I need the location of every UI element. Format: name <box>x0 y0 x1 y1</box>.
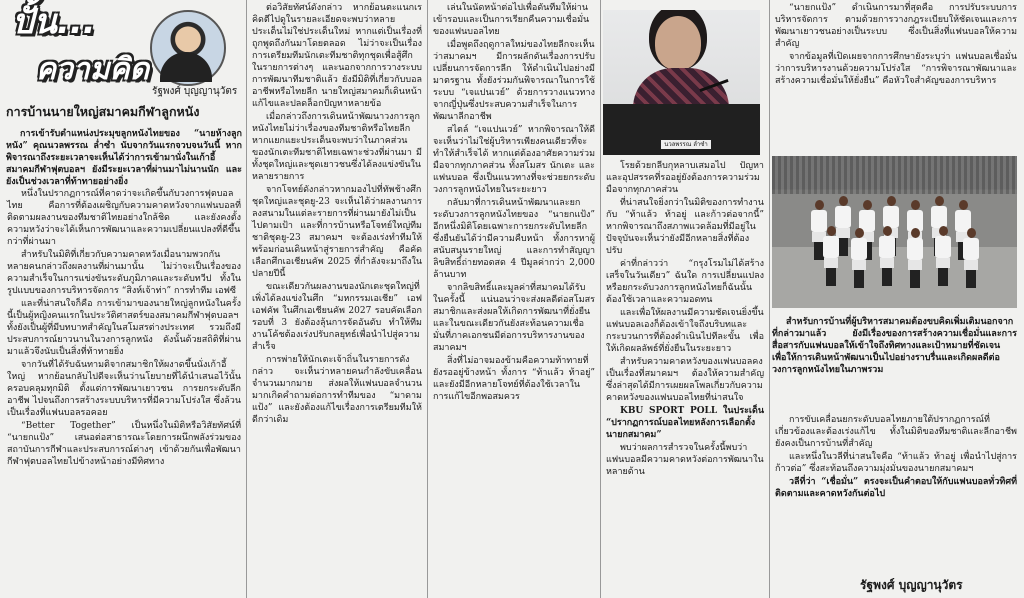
player-figure <box>934 226 952 286</box>
team-photo <box>772 156 1017 308</box>
col1-paragraph: สำหรับในมิติที่เกี่ยวกับความคาดหวังเมื่อนามพวกกันหลายคนกล่าวถึงผลงานที่ผ่านมานั้น ไม่ว่าจะเป็นเรื่องของความสำเร็จในการแข่งขันระดับภูมิภาคและระดับทวีป ทั้งในรูปแบบของการบริหารจัดการ “สิงห์เจ้าท่า” การทำทีม เอฟซี <box>7 250 241 296</box>
column-divider <box>600 0 601 598</box>
article-byline: รัฐพงศ์ บุญญานุวัตร <box>860 578 963 592</box>
player-figure <box>822 226 840 286</box>
column-3 <box>430 0 598 598</box>
column-divider <box>769 0 770 598</box>
masthead-author: รัฐพงศ์ บุญญานุวัตร <box>152 86 238 97</box>
col3-paragraph: เล่นในนัดหน้าต่อไปเพื่อดันทีมให้ผ่านเข้ารอบและเป็นการเรียกคืนความเชื่อมั่นของแฟนบอลไทย <box>433 3 590 37</box>
col5-paragraph: จากข้อมูลที่เปิดเผยจากการศึกษายังระบุว่า แฟนบอลเชื่อมั่นว่าการบริหารงานด้วยความโปร่งใส “การพิจารณาพัฒนาและสร้างความเชื่อมั่นให้ยั่งยืน” คือหัวใจสำคัญของการบริหาร <box>775 52 1017 86</box>
player-figure <box>878 226 896 286</box>
col1-paragraph: “Better Together” เป็นหนึ่งในมิติหรือวิสัยทัศน์ที่ “นายกแป้ง” เสนอต่อสาธารณะโดยการผนึกพลังร่วมของสถาบันการกีฬาและประสบการณ์ต่างๆ เข้าด้วยกันเพื่อพัฒนากีฬาฟุตบอลไทยไปข้างหน้าอย่างมีทิศทาง <box>7 421 241 467</box>
photo-caption <box>772 316 1017 376</box>
column-4 <box>603 0 767 598</box>
col5-paragraph: “นายกแป้ง” ดำเนินการมาที่สุดคือ การปรับระบบการบริหารจัดการ ตามด้วยการวางกฎระเบียบให้ชัดเจนและการพัฒนาเยาวชนอย่างเป็นระบบ ซึ่งเป็นสิ่งที่แฟนบอลให้ความสำคัญ <box>775 3 1017 49</box>
col1-paragraph: หนึ่งในปรากฏการณ์ที่คาดว่าจะเกิดขึ้นกับวงการฟุตบอลไทย คือการที่ต้องเผชิญกับความคาดหวังจากแฟนบอลที่ติดตามผลงานของทีมชาติไทยอย่างใกล้ชิด และยังคงตั้งความหวังว่าจะได้เห็นการพัฒนาและความเปลี่ยนแปลงที่ดีขึ้นกว่าที่ผ่านมา <box>7 189 241 247</box>
col5b-closing: วลีที่ว่า “เชื่อมั่น” ตรงจะเป็นคำตอบให้กับแฟนบอลทั่วทิศที่ติดตามและคาดหวังกันต่อไป <box>775 477 1017 499</box>
article-headline: การบ้านนายใหญ่สมาคมกีฬาลูกหนัง <box>6 104 200 119</box>
column-5-bottom <box>772 412 1020 572</box>
col3-paragraph: จากลิขสิทธิ์และมูลค่าที่สมาคมได้รับในครั้งนี้ แน่นอนว่าจะส่งผลดีต่อสโมสรสมาชิกและส่งผลให้เกิดการพัฒนาที่ยั่งยืน และในขณะเดียวกันยังสะท้อนความเชื่อมั่นที่ภาคเอกชนมีต่อการบริหารงานของสมาคมฯ <box>433 283 595 353</box>
stadium-stand <box>772 156 1017 194</box>
col4-paragraph: ค่าที่กล่าวว่า “กรุงโรมไม่ได้สร้างเสร็จในวันเดียว” ฉันใด การเปลี่ยนแปลงหรือยกระดับวงการลูกหนังไทยก็ฉันนั้น ต้องใช้เวลาและความอดทน <box>606 259 764 305</box>
col5b-paragraph: การขับเคลื่อนยกระดับบอลไทยภายใต้ปรากฏการณ์ที่เกี่ยวข้องและต้องเร่งแก้ไข ทั้งในมิติของทีมชาติและลีกอาชีพ ยังคงเป็นการบ้านที่สำคัญ <box>775 415 1017 449</box>
col3-paragraph: สิ่งที่ไม่อาจมองข้ามคือความท้าทายที่ยังรออยู่ข้างหน้า ทั้งการ “ท้าแล้ว ท้าอยู่” และยังมีอีกหลายโจทย์ที่ต้องใช้เวลาในการแก้ไขอีกพอสมควร <box>433 356 595 402</box>
col2-paragraph: การพ่ายให้นักเตะเจ้าถิ่นในรายการดังกล่าว จะเห็นว่าหลายคนกำลังขับเคลื่อนจำนวนมากมาย ส่งผลให้แฟนบอลจำนวนมากเกิดคำถามต่อการทำทีมของ “มาดามแป้ง” และยังต้องแก้ไขเรื่องการเตรียมทีมให้ดีกว่าเดิม <box>252 355 422 425</box>
col1-paragraph: จากวันที่ได้รับฉันทามติจากสมาชิกให้ผงาดขึ้นนั่งเก้าอี้ใหญ่ หากย้อนกลับไปดีจะเห็นว่านโยบายที่ได้นำเสนอไว้นั้นครอบคลุมทุกมิติ ตั้งแต่การพัฒนาเยาวชน การยกระดับลีกอาชีพ ไปจนถึงการสร้างระบบบริหารที่มีความโปร่งใส ซึ่งล้วนเป็นเรื่องที่แฟนบอลรอคอย <box>7 360 241 418</box>
lead-paragraph: การเข้ารับตำแหน่งประมุขลูกหนังไทยของ “นายห้างลูกหนัง” คุณนวลพรรณ ล่ำซำ นับจากวันแรกจวบจนวันนี้ หากพิจารณาถึงระยะเวลาจะเห็นได้ว่าการเข้ามานั่งในเก้าอี้สมาคมกีฬาฟุตบอลฯ ยังมีระยะเวลาที่ผ่านมาไม่นานนัก และยังเป็นช่วงเวลาที่ท้าทายอย่างยิ่ง <box>6 129 242 187</box>
player-figure <box>906 228 924 288</box>
player-figure <box>850 228 868 288</box>
masthead-subtitle: ความคิด <box>36 52 150 87</box>
column-5-top <box>772 0 1020 156</box>
col2-paragraph: จากโจทย์ดังกล่าวหากมองไปที่ทัพช้างศึกชุดใหญ่และชุดยู-23 จะเห็นได้ว่าผลงานการลงสนามในแต่ละรายการที่ผ่านมายังไม่เป็นไปตามเป้า และที่การบ้านหรือโจทย์ใหญ่ทีมชาติชุดยู-23 สมาคมฯ จะต้องเร่งทำทีมให้พร้อมก่อนเดินหน้าสู่รายการสำคัญ คือคัดเลือกศึกเอเชียนคัพ 2025 ที่กำลังจะมาถึงในปลายปีนี้ <box>252 185 422 279</box>
masthead-title: ปั้น... <box>12 2 96 42</box>
col5b-paragraph: และหนึ่งในวลีที่น่าสนใจคือ “ท้าแล้ว ท้าอยู่ เพื่อนำไปสู่การก้าวต่อ” ซึ่งสะท้อนถึงความมุ่งมั่นของนายกสมาคมฯ <box>775 452 1017 474</box>
col2-paragraph: ขณะเดียวกันผลงานของนักเตะชุดใหญ่ที่เพิ่งได้ลงแข่งในศึก “มหกรรมเอเชีย” เอฟเอฟคัพ ในศึกเอเชียนคัพ 2027 รอบคัดเลือก รอบที่ 3 ยังต้องลุ้นการจัดอันดับ ทำให้ทีมงานโค้ชต้องเร่งปรับกลยุทธ์เพื่อนำไปสู่ความสำเร็จ <box>252 282 422 352</box>
col2-paragraph: ต่อวิสัยทัศน์ดังกล่าว หากย้อนตะแนกเรคิดตีไปดูในรายละเอียดจะพบว่าหลายประเด็นไม่ใช่ประเด็นใหม่ หากแต่เป็นเรื่องที่ถูกพูดถึงกันมาโดยตลอด ไม่ว่าจะเป็นเรื่องการเตรียมทีมนักเตะทีมชาติทุกชุดเพื่อสู้ศึกในรายการต่างๆ และนอกจากการวางระบบการพัฒนาทีมชาติแล้ว ยังมีมิติที่เกี่ยวกับบอลอาชีพหรือไทยลีก นายใหญ่สมาคมก็เดินหน้าแก้ไขและปลดล็อกปัญหาหลายข้อ <box>252 3 422 109</box>
caption-text: สำหรับการบ้านที่ผู้บริหารสมาคมต้องขบคิดเพิ่มเติมนอกจากที่กล่าวมาแล้ว ยังมีเรื่องของการสร้างความเชื่อมั่นและการสื่อสารกับแฟนบอลให้เข้าใจถึงทิศทางและเป้าหมายที่ชัดเจน เพื่อให้การเดินหน้าพัฒนาเป็นไปอย่างราบรื่นและเกิดผลดีต่อวงการลูกหนังไทยในภาพรวม <box>772 317 1017 375</box>
col4-paragraph: ที่น่าสนใจยิ่งกว่าในมิติของการทำงานกับ “ท้าแล้ว ท้าอยู่ และก้าวต่อจากนี้” หากพิจารณาถึงสภาพแวดล้อมที่มีอยู่ในปัจจุบันจะเห็นว่ายังมีอีกหลายสิ่งที่ต้องปรับ <box>606 198 764 256</box>
col1-paragraph: และที่น่าสนใจก็คือ การเข้ามาของนายใหญ่ลูกหนังในครั้งนี้เป็นผู้หญิงคนแรกในประวัติศาสตร์ของสมาคมกีฬาฟุตบอลฯ ทั้งยังเป็นผู้ที่มีบทบาทสำคัญในสโมสรต่างประเทศ รวมถึงมีประสบการณ์ยาวนานในวงการลูกหนัง ดังนั้นด้วยสถิติที่ผ่านมาแล้วจึงนับเป็นสิ่งที่ท้าทายยิ่ง <box>7 299 241 357</box>
col4-paragraph: สำหรับความคาดหวังของแฟนบอลคงเป็นเรื่องที่สมาคมฯ ต้องให้ความสำคัญ ซึ่งล่าสุดได้มีการเผยผลโพลเกี่ยวกับความคาดหวังของแฟนบอลไทยที่น่าสนใจ <box>606 357 764 403</box>
column-1 <box>4 0 244 598</box>
col4-paragraph: โรยด้วยกลีบกุหลาบเสมอไป ปัญหาและอุปสรรคที่รออยู่ยังต้องการความร่วมมือจากทุกภาคส่วน <box>606 161 764 195</box>
col3-paragraph: เมื่อพูดถึงฤดูกาลใหม่ของไทยลีกจะเห็นว่าสมาคมฯ มีการผลักดันเรื่องการปรับเปลี่ยนการจัดการลีก ให้ดำเนินไปอย่างมีมาตรฐาน ทั้งยังร่วมกันพิจารณาในการใช้ระบบ “เจแปนเวย์” ด้วยการวางแนวทางจากญี่ปุ่นซึ่งประสบความสำเร็จในการพัฒนาลีกอาชีพ <box>433 40 595 122</box>
col3-paragraph: กลับมาที่การเดินหน้าพัฒนาและยกระดับวงการลูกหนังไทยของ “นายกแป้ง” อีกหนึ่งมิติโดยเฉพาะการยกระดับไทยลีกซึ่งยืนยันได้ว่ามีความคืบหน้า ทั้งการหาผู้สนับสนุนรายใหญ่ และการทำสัญญาลิขสิทธิ์ถ่ายทอดสด 4 ปีมูลค่ากว่า 2,000 ล้านบาท <box>433 198 595 280</box>
column-divider <box>427 0 428 598</box>
col4-paragraph: และเพื่อให้ผลงานมีความชัดเจนยิ่งขึ้น แฟนบอลเองก็ต้องเข้าใจถึงบริบทและกระบวนการที่ต้องดำเนินไปทีละขั้น เพื่อให้เกิดผลลัพธ์ที่ยั่งยืนในระยะยาว <box>606 308 764 354</box>
player-figure <box>962 228 980 288</box>
column-divider <box>246 0 247 598</box>
col4-paragraph: พบว่าผลการสำรวจในครั้งนี้พบว่าแฟนบอลมีความคาดหวังต่อการพัฒนาในหลายด้าน <box>606 443 764 477</box>
nameplate: นวลพรรณ ล่ำซำ <box>661 140 711 149</box>
column-2 <box>249 0 425 598</box>
col4-poll-title: KBU SPORT POLL ในประเด็น “ปรากฏการณ์บอลไทยหลังการเลือกตั้งนายกสมาคม” <box>606 406 764 440</box>
col3-paragraph: สไตล์ “เจแปนเวย์” หากพิจารณาให้ดีจะเห็นว่าไม่ใช่ผู้บริหารเพียงคนเดียวที่จะทำให้สำเร็จได้ หากแต่ต้องอาศัยความร่วมมือจากทุกภาคส่วน ทั้งสโมสร นักเตะ และแฟนบอล ซึ่งเป็นแนวทางที่จะช่วยยกระดับวงการลูกหนังไทยในระยะยาว <box>433 125 595 195</box>
col2-paragraph: เมื่อกล่าวถึงการเดินหน้าพัฒนาวงการลูกหนังไทยไม่ว่าเรื่องของทีมชาติหรือไทยลีก หากแยกแยะประเด็นจะพบว่าในภาคส่วนของนักเตะทีมชาติไทยเฉพาะช่วงที่ผ่านมา มีทั้งชุดใหญ่และชุดเยาวชนซึ่งได้ลงแข่งขันในหลายรายการ <box>252 112 422 182</box>
